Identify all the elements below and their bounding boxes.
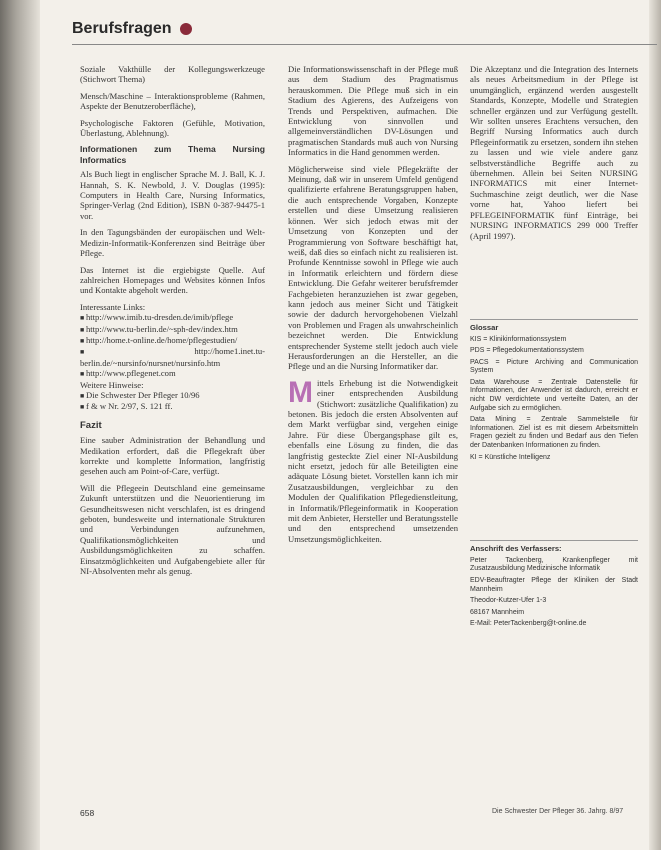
- paragraph: Als Buch liegt in englischer Sprache M. J. Ball, K. J. Hannah, S. K. Newbold, J. V. Douglas (1995): Computers in Health Care, Nursing Informatics, Springer-Verlag (2nd Edition), ISBN 0-387-94475-1 vor.: [80, 169, 265, 221]
- journal-footer: Die Schwester Der Pfleger 36. Jahrg. 8/97: [492, 808, 624, 815]
- page-number: 658: [80, 808, 95, 818]
- column-right: [470, 64, 638, 632]
- author-title: Anschrift des Verfassers:: [470, 544, 562, 554]
- hints-title: Weitere Hinweise:: [80, 379, 144, 390]
- author-line: 68167 Mannheim: [470, 608, 525, 616]
- link-item: ■ http://home.t-online.de/home/pflegestudien/: [80, 335, 265, 346]
- paragraph: Die Informationswissenschaft in der Pflege muß aus dem Stadium des Pragmatismus herauskommen. Die Pflege muß sich in ein Stadium des Agierens, des Aufzeigens von Trends und Perspektiven, aufmachen. Die Entwicklung von sinnvollen und allgemeinverständlichen DV-Lösungen und pragmatischen Standards muß auch von Nursing Informatics in die Hand genommen werden.: [288, 64, 458, 158]
- author-line: Theodor-Kutzer-Ufer 1-3: [470, 597, 547, 605]
- column-left: [80, 64, 265, 582]
- glossary-item: Data Mining = Zentrale Sammelstelle für Informationen. Ziel ist es mit diesem Arbeitsmitteln Fragen gezielt zu finden und Bedarf aus den Tiefen der Datenbanken Informationen zu finden.: [470, 416, 638, 450]
- hint-item: ■ f & w Nr. 2/97, S. 121 ff.: [80, 401, 265, 412]
- links-title: Interessante Links:: [80, 301, 146, 312]
- paragraph: Möglicherweise sind viele Pflegekräfte der Meinung, daß wir in unserem Umfeld genügend qualifizierte erfahrene Beratungsgruppen haben, die auch entsprechende Vorgaben, Konzepte erstellen und diese Umsetzung realisieren können. Wer sich jedoch etwas mit der Umsetzung von Konzepten und der Programmierung von Software beschäftigt hat, weiß, daß dies so einfach nicht zu realisieren ist. Profunde Kenntnisse sowohl in Pflege wie auch in Informatik erleichtern und fördern diese Entwicklung. Die Gefahr weiterer berufsfremder Fachgebieten heranzuziehen ist zwar gegeben, kann jedoch aus meiner Sicht und Tätigkeit sowie der dadurch hervorgehobenen Vielzahl von Problemen und Fragen als unwahrscheinlich bezeichnet werden. Die Entwicklung entsprechender Systeme stellt jedoch auch viele Herausforderungen an die Hersteller, an die Pflege und an die Nursing Informatiker dar.: [288, 163, 458, 372]
- glossary-title: Glossar: [470, 322, 499, 332]
- paragraph-dropcap: [288, 375, 458, 545]
- glossary-box: [470, 319, 638, 462]
- author-line: E-Mail: PeterTackenberg@t-online.de: [470, 620, 587, 628]
- link-item: ■ http://www.pflegenet.com: [80, 368, 265, 379]
- paragraph: Das Internet ist die ergiebigste Quelle. Auf zahlreichen Homepages und Websites können Infos und Kontakte abgeholt werden.: [80, 264, 265, 296]
- link-item: ■ http://www.imib.tu-dresden.de/imib/pflege: [80, 312, 265, 323]
- paragraph: Mensch/Maschine – Interaktionsprobleme (Rahmen, Aspekte der Benutzeroberfläche),: [80, 90, 265, 112]
- paragraph: Die Akzeptanz und die Integration des Internets als neues Arbeitsmedium in der Pflege ist unumgänglich, ergänzend werden ausgestellt Standards, Konzepte, Modelle und Strategien schneller ergänzen und zur Verfügung gestellt. Wir sollten unseres Erachtens versuchen, den Begriff Nursing Informatics auch durch Pflegeinformatik zu ersetzen, sondern ihn stehen zu lassen und wie viele andere ganz selbstverständliche Begriffe auch zu übernehmen. Allein bei Seiten NURSING INFORMATICS mit einer Internet-Suchmaschine zeigt deutlich, wer die Nase vorne hat, Yahoo liefert bei PFLEGEINFORMATIK fünf Einträge, bei NURSING INFORMATICS 299 000 Treffer (April 1997).: [470, 64, 638, 241]
- section-marker-dot: [180, 23, 192, 35]
- paragraph: Eine sauber Administration der Behandlung und Medikation erfordert, daß die Pflegekraft über korrekte und komplette Information, langfristig gesehen auch am Point-of-Care, verfügt.: [80, 435, 265, 477]
- author-line: EDV-Beauftragter Pflege der Kliniken der Stadt Mannheim: [470, 577, 638, 593]
- paragraph: Soziale Vakthülle der Kollegungswerkzeuge (Stichwort Thema): [80, 64, 265, 85]
- section-header: [72, 20, 192, 38]
- glossary-item: KI = Künstliche Intelligenz: [470, 453, 551, 461]
- column-middle: [288, 64, 458, 550]
- links-list: [80, 312, 265, 379]
- paragraph: In den Tagungsbänden der europäischen und Welt-Medizin-Informatik-Konferenzen sind Beiträge über Pflege.: [80, 227, 265, 259]
- header-divider: [72, 44, 657, 45]
- fazit-heading: Fazit: [80, 419, 102, 431]
- hint-item: ■ Die Schwester Der Pfleger 10/96: [80, 390, 265, 401]
- glossary-item: Data Warehouse = Zentrale Datenstelle für Informationen, der Anwender ist dadurch, erreicht er nicht DW verdichtete und verteilte Daten, an der Aufgabe sich zu ermöglichen.: [470, 378, 638, 412]
- glossary-item: PDS = Pflegedokumentationssystem: [470, 347, 584, 355]
- paragraph-text: ittels Erhebung ist die Notwendigkeit einer entsprechenden Ausbildung (Stichwort: zusätzliche Qualifikation) zu betonen. Bis jedoch die ersten Absolventen auf dem Markt verfügbar sind, vergehen einige Jahre. Für diese Übergangsphase gilt es, ebenfalls eine Lösung zu finden, die das langfristig gesteckte Ziel einer NI-Ausbildung nicht ersetzt, jedoch für alle Beteiligten eine adäquate Lösung bietet. Vorstellen kann ich mir Zusatzausbildungen, vergleichbar zu den Modulen der Qualifikation Pflegedienstleitung, in Informatik/Pflegeinformatik in Kooperation mit dem Anbieter, Hersteller und Beratungsstelle und den entsprechend umsetzenden Umsetzungsmöglichkeiten.: [288, 377, 458, 544]
- page-edge: [649, 0, 661, 850]
- book-spine-shadow: [0, 0, 40, 850]
- subheading-nursing-informatics: Informationen zum Thema Nursing Informatics: [80, 144, 265, 165]
- hints-list: [80, 390, 265, 413]
- paragraph: Psychologische Faktoren (Gefühle, Motivation, Überlastung, Ablehnung).: [80, 117, 265, 139]
- link-item: ■ http://www.tu-berlin.de/~sph-dev/index.htm: [80, 324, 265, 335]
- glossary-item: KIS = Klinikinformationssystem: [470, 335, 567, 343]
- author-box: [470, 540, 638, 629]
- glossary-item: PACS = Picture Archiving and Communication System: [470, 358, 638, 375]
- section-title: Berufsfragen: [72, 20, 172, 37]
- paragraph: Will die Pflegeein Deutschland eine gemeinsame Zukunft unterstützen und die Neuorientierung im Gesundheitswesen nicht verschlafen, ist es dringend geboten, bundesweite und internationale Strukturen und Verbindungen aufzunehmen, Qualifikationsmöglichkeiten und Ausbildungsmöglichkeiten zu schaffen. Einsatzmöglichkeiten und Aufgabengebiete aller für NI-Absolventen mehr als genug.: [80, 482, 265, 577]
- link-item: ■ http://home1.inet.tu-berlin.de/~nursinfo/nursnet/nursinfo.htm: [80, 346, 265, 368]
- author-line: Peter Tackenberg, Krankenpfleger mit Zusatzausbildung Medizinische Informatik: [470, 556, 638, 573]
- drop-cap: M: [288, 375, 313, 409]
